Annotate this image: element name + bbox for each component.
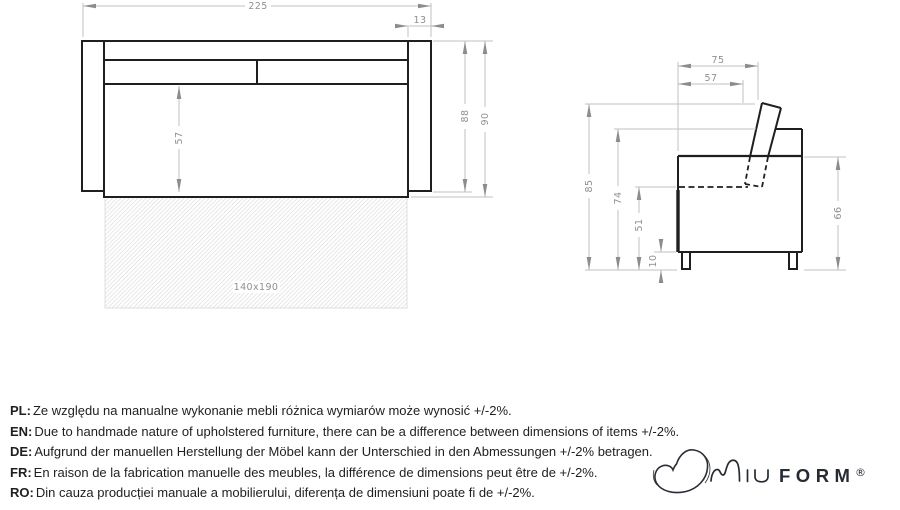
sleeping-area-label: 140x190 xyxy=(233,282,279,293)
disclaimer-text: Ze względu na manualne wykonanie mebli różnica wymiarów może wynosić +/-2%. xyxy=(32,403,512,418)
side-dim-backrest-height xyxy=(612,129,756,270)
disclaimer-line-de xyxy=(10,442,679,463)
disclaimer-text: En raison de la fabrication manuelle des meubles, la différence de dimensions peut être de +/-2%. xyxy=(33,464,598,480)
disclaimer-label: FR: xyxy=(10,464,32,480)
front-total-height-label: 90 xyxy=(480,112,491,126)
logo-text-form: FORM xyxy=(779,465,856,486)
logo-bean-icon xyxy=(653,450,710,493)
front-dim-armrest xyxy=(397,15,444,37)
disclaimer-label: RO: xyxy=(10,485,34,501)
front-body-height-label: 88 xyxy=(460,109,471,123)
disclaimer-text: Aufgrund der manuellen Herstellung der Möbel kann der Unterschied in den Abmessungen +/-2% betragen. xyxy=(34,444,653,460)
disclaimer-label: PL: xyxy=(10,403,31,418)
disclaimer-text: Due to handmade nature of upholstered furniture, there can be a difference between dimensions of items +/-2%. xyxy=(34,423,680,439)
disclaimer-label: EN: xyxy=(10,423,33,439)
side-raised-cushion xyxy=(745,103,781,187)
side-depth-label: 75 xyxy=(711,55,725,66)
disclaimer-line-en xyxy=(10,422,679,443)
front-dim-width xyxy=(83,0,431,37)
front-left-armrest xyxy=(82,41,104,191)
side-leg-height-label: 10 xyxy=(648,254,659,268)
side-dim-leg-height xyxy=(648,240,676,283)
disclaimer-line-ro xyxy=(10,483,679,504)
logo-registered-mark: ® xyxy=(855,466,866,479)
side-folded-height-label: 51 xyxy=(634,218,645,232)
front-right-armrest xyxy=(408,41,431,191)
disclaimer xyxy=(10,401,679,504)
side-seat-depth-label: 57 xyxy=(704,73,718,84)
side-dim-armrest-height xyxy=(804,157,846,270)
front-seat-label: 57 xyxy=(174,131,185,145)
side-dim-depths xyxy=(678,55,758,151)
front-armrest-label: 13 xyxy=(413,15,427,26)
side-armrest-height-label: 66 xyxy=(833,206,844,220)
side-backrest-height-label: 74 xyxy=(613,191,624,205)
front-width-label: 225 xyxy=(248,1,268,12)
disclaimer-line-pl xyxy=(10,401,679,422)
logo-letters-miu xyxy=(711,460,768,482)
disclaimer-line-fr xyxy=(10,463,679,484)
front-view xyxy=(82,0,493,308)
side-view xyxy=(583,55,846,283)
side-back-leg xyxy=(789,252,797,269)
side-front-leg xyxy=(682,252,690,269)
disclaimer-label: DE: xyxy=(10,444,33,460)
miuform-logo xyxy=(645,440,895,508)
disclaimer-text: Din cauza producției manuale a mobilierului, diferența de dimensiuni poate fi de +/-2%. xyxy=(35,485,535,501)
side-total-height-label: 85 xyxy=(584,179,595,193)
